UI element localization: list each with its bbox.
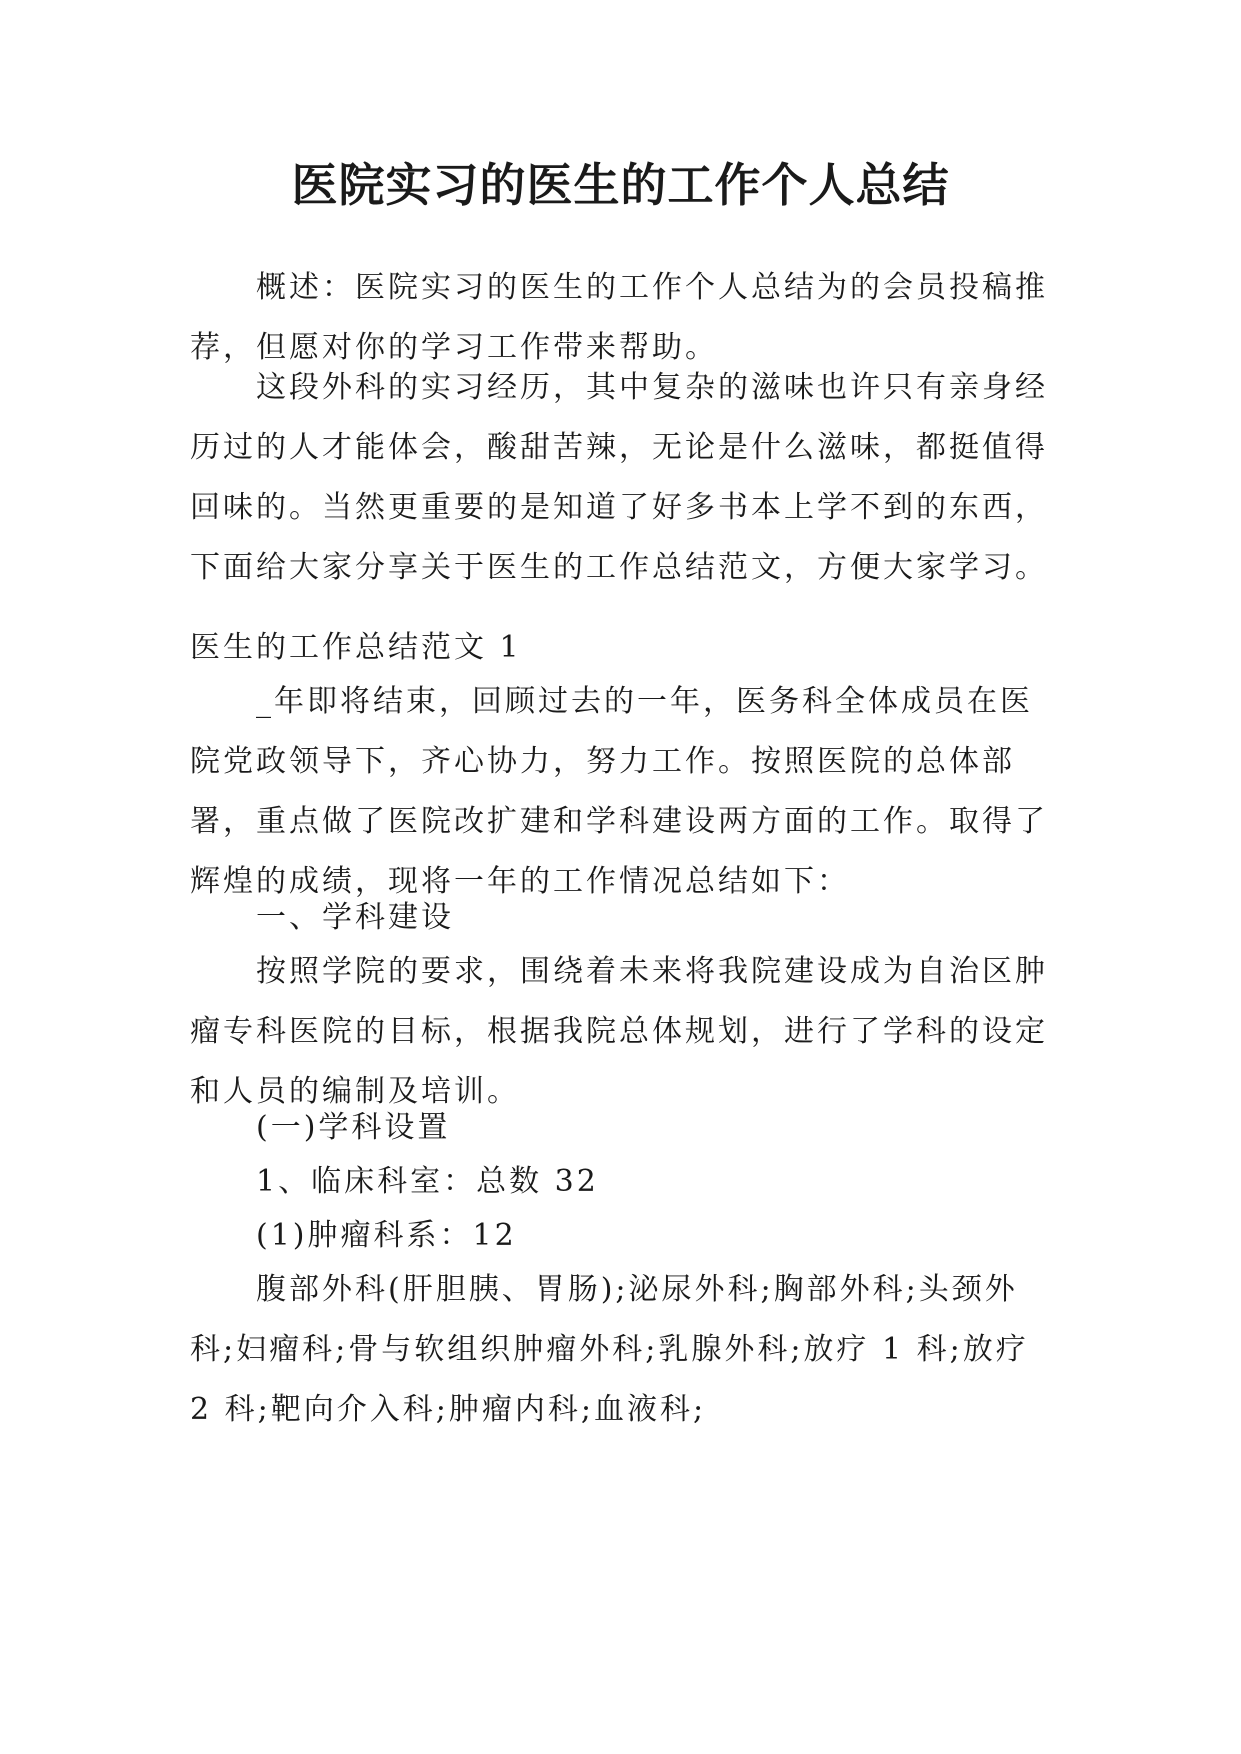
year-summary-paragraph: _年即将结束，回顾过去的一年，医务科全体成员在医院党政领导下，齐心协力，努力工作。按照医院的总体部署，重点做了医院改扩建和学科建设两方面的工作。取得了辉煌的成绩，现将一年的工作情况总结如下： bbox=[190, 684, 1048, 899]
intro-paragraph: 这段外科的实习经历，其中复杂的滋味也许只有亲身经历过的人才能体会，酸甜苦辣，无论是什么滋味，都挺值得回味的。当然更重要的是知道了好多书本上学不到的东西，下面给大家分享关于医生的工作总结范文，方便大家学习。 bbox=[190, 370, 1048, 585]
discipline-paragraph: 按照学院的要求，围绕着未来将我院建设成为自治区肿瘤专科医院的目标，根据我院总体规划，进行了学科的设定和人员的编制及培训。 bbox=[190, 954, 1048, 1109]
heading-discipline-construction: 一、学科建设 bbox=[256, 900, 454, 935]
oncology-departments-item: (1)肿瘤科系：12 bbox=[256, 1218, 517, 1253]
section-heading: 医生的工作总结范文 1 bbox=[190, 630, 522, 665]
departments-list-paragraph: 腹部外科(肝胆胰、胃肠);泌尿外科;胸部外科;头颈外科;妇瘤科;骨与软组织肿瘤外科;乳腺外科;放疗 1 科;放疗 2 科;靶向介入科;肿瘤内科;血液科; bbox=[190, 1272, 1029, 1427]
heading-discipline-setup: (一)学科设置 bbox=[256, 1110, 451, 1145]
clinical-departments-item: 1、临床科室：总数 32 bbox=[256, 1164, 599, 1199]
document-title: 医院实习的医生的工作个人总结 bbox=[291, 158, 950, 212]
summary-paragraph: 概述：医院实习的医生的工作个人总结为的会员投稿推荐，但愿对你的学习工作带来帮助。 bbox=[190, 270, 1048, 365]
